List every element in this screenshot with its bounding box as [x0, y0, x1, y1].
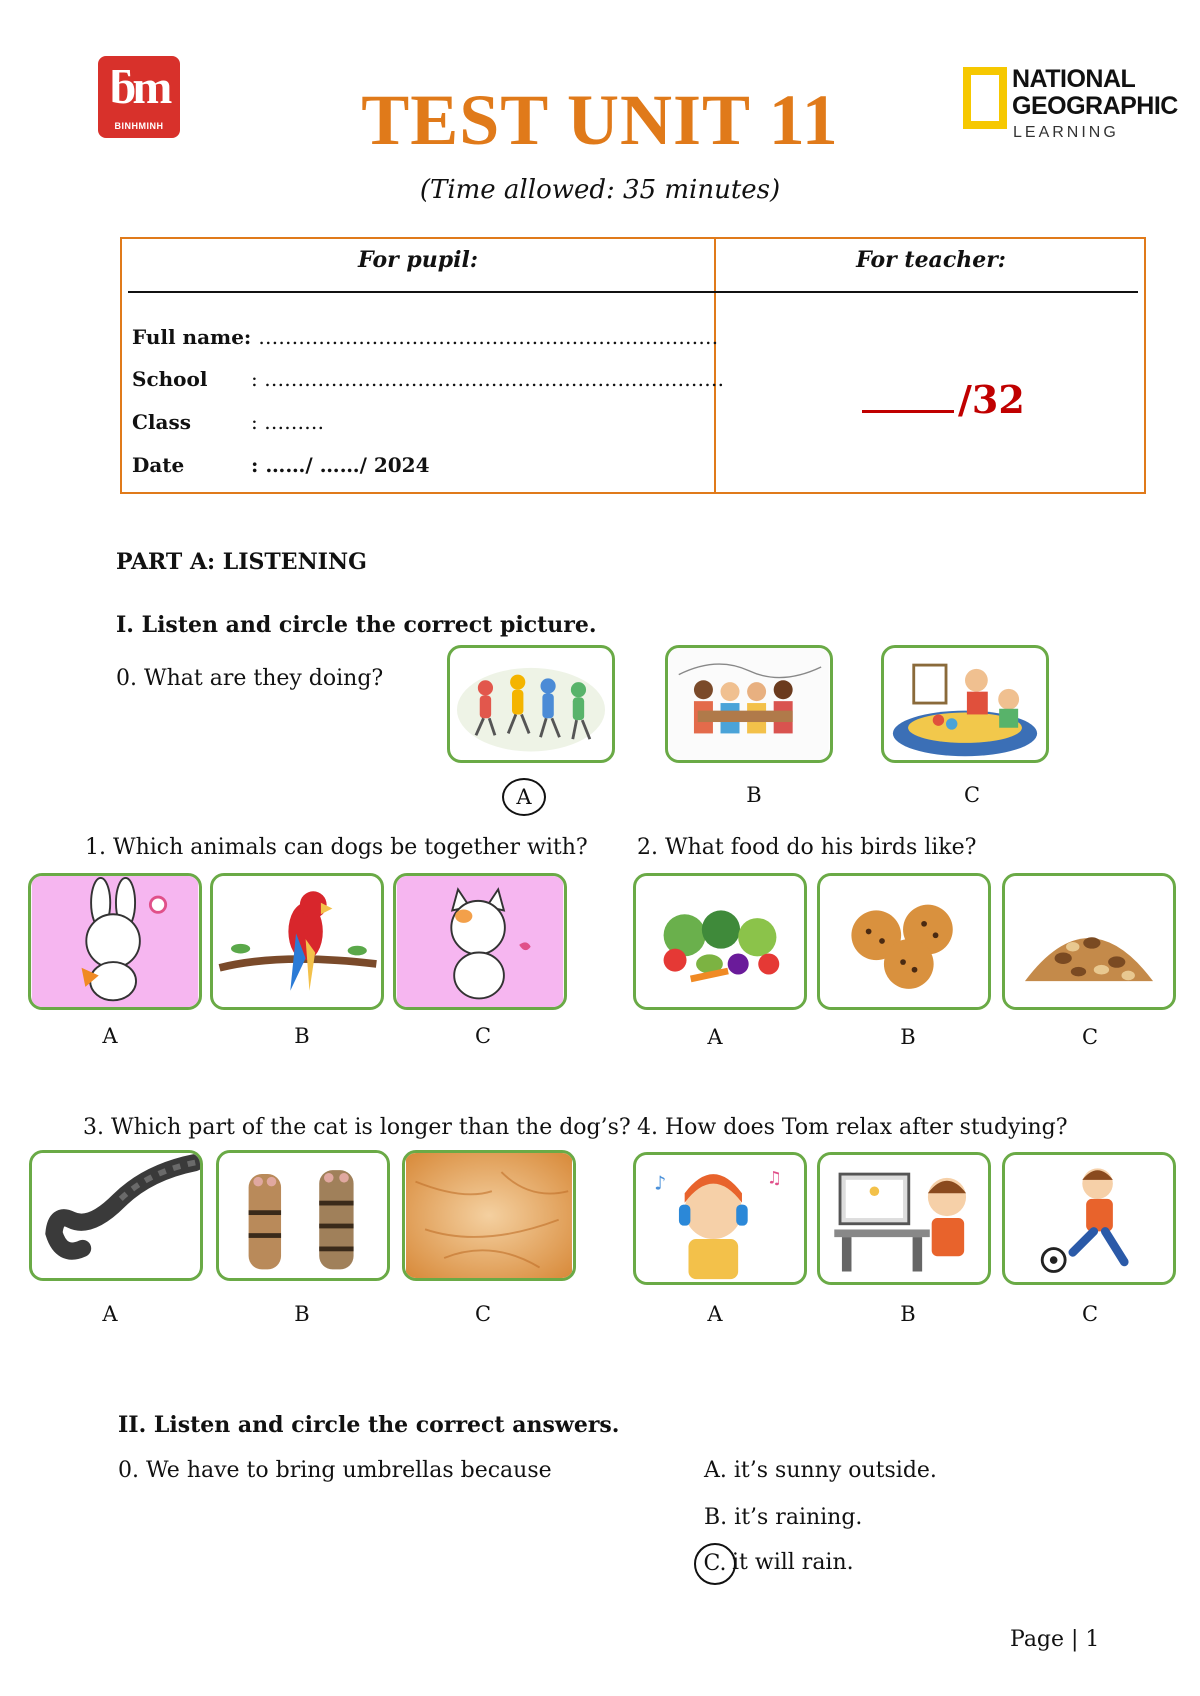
question-3-label-c: C — [474, 1302, 492, 1326]
score-box: /32 — [862, 377, 1025, 422]
natgeo-learning: LEARNING — [1013, 124, 1119, 141]
singing-kids-picture[interactable] — [665, 645, 833, 763]
pupil-header: For pupil: — [358, 247, 478, 273]
section-2-option-b[interactable]: B. it’s raining. — [704, 1505, 863, 1530]
question-2-label-c: C — [1081, 1025, 1099, 1049]
question-3-label-a: A — [102, 1302, 118, 1326]
painting-kids-picture[interactable] — [881, 645, 1049, 763]
score-blank[interactable] — [862, 390, 954, 413]
class-row[interactable]: Class : ……… — [132, 410, 325, 434]
time-allowed: (Time allowed: 35 minutes) — [419, 175, 781, 205]
question-2-label-b: B — [900, 1025, 916, 1049]
section-1-heading: I. Listen and circle the correct picture. — [116, 612, 597, 638]
cat-picture[interactable] — [393, 873, 567, 1010]
question-4-label-b: B — [900, 1302, 916, 1326]
listening-music-picture[interactable] — [633, 1152, 807, 1285]
school-row[interactable]: School : …………………………………………………………… — [132, 367, 725, 391]
rabbit-picture[interactable] — [28, 873, 202, 1010]
teacher-header: For teacher: — [856, 247, 1006, 273]
date-row[interactable]: Date : ……/ ……/ 2024 — [132, 453, 430, 477]
page-title: TEST UNIT 11 — [361, 80, 839, 160]
question-1-label-c: C — [474, 1024, 492, 1048]
section-2-heading: II. Listen and circle the correct answers. — [118, 1412, 620, 1438]
question-4-label-a: A — [707, 1302, 723, 1326]
playing-football-picture[interactable] — [1002, 1152, 1176, 1285]
question-3-text: 3. Which part of the cat is longer than the dog’s? — [83, 1115, 631, 1140]
natgeo-frame-icon — [963, 67, 1007, 129]
cat-tail-picture[interactable] — [29, 1150, 203, 1281]
question-1-label-a: A — [102, 1024, 118, 1048]
example-0-label-b: B — [746, 783, 762, 807]
page-number: Page | 1 — [1010, 1627, 1100, 1652]
example-0-answer-circle[interactable]: A — [502, 778, 546, 816]
natgeo-logo-text: NATIONAL GEOGRAPHIC — [1012, 65, 1178, 120]
question-4-text: 4. How does Tom relax after studying? — [637, 1115, 1068, 1140]
cat-paws-picture[interactable] — [216, 1150, 390, 1281]
question-2-text: 2. What food do his birds like? — [637, 835, 977, 860]
svg-text:♪: ♪ — [654, 1171, 667, 1195]
section-2-option-a[interactable]: A. it’s sunny outside. — [704, 1458, 937, 1483]
info-table — [120, 237, 1146, 494]
parrot-picture[interactable] — [210, 873, 384, 1010]
question-3-label-b: B — [294, 1302, 310, 1326]
binhminh-logo: ƃm BINHMINH — [98, 56, 180, 138]
cookies-picture[interactable] — [817, 873, 991, 1010]
table-divider — [714, 239, 716, 492]
nuts-picture[interactable] — [1002, 873, 1176, 1010]
question-4-label-c: C — [1081, 1302, 1099, 1326]
question-1-text: 1. Which animals can dogs be together with? — [85, 835, 588, 860]
question-2-label-a: A — [707, 1025, 723, 1049]
table-header-line — [128, 291, 1138, 293]
svg-text:♫: ♫ — [766, 1168, 783, 1189]
example-0-question: 0. What are they doing? — [116, 666, 384, 691]
part-a-heading: PART A: LISTENING — [116, 549, 367, 575]
section-2-option-c-circle[interactable]: C. — [694, 1543, 736, 1585]
dancing-kids-picture[interactable] — [447, 645, 615, 763]
using-computer-picture[interactable] — [817, 1152, 991, 1285]
cat-fur-picture[interactable] — [402, 1150, 576, 1281]
vegetables-picture[interactable] — [633, 873, 807, 1010]
question-1-label-b: B — [294, 1024, 310, 1048]
full-name-row[interactable]: Full name: …………………………………………………………… — [132, 325, 719, 349]
section-2-example-question: 0. We have to bring umbrellas because — [118, 1458, 552, 1483]
section-2-option-c-text: it will rain. — [732, 1550, 854, 1575]
example-0-label-c: C — [963, 783, 981, 807]
